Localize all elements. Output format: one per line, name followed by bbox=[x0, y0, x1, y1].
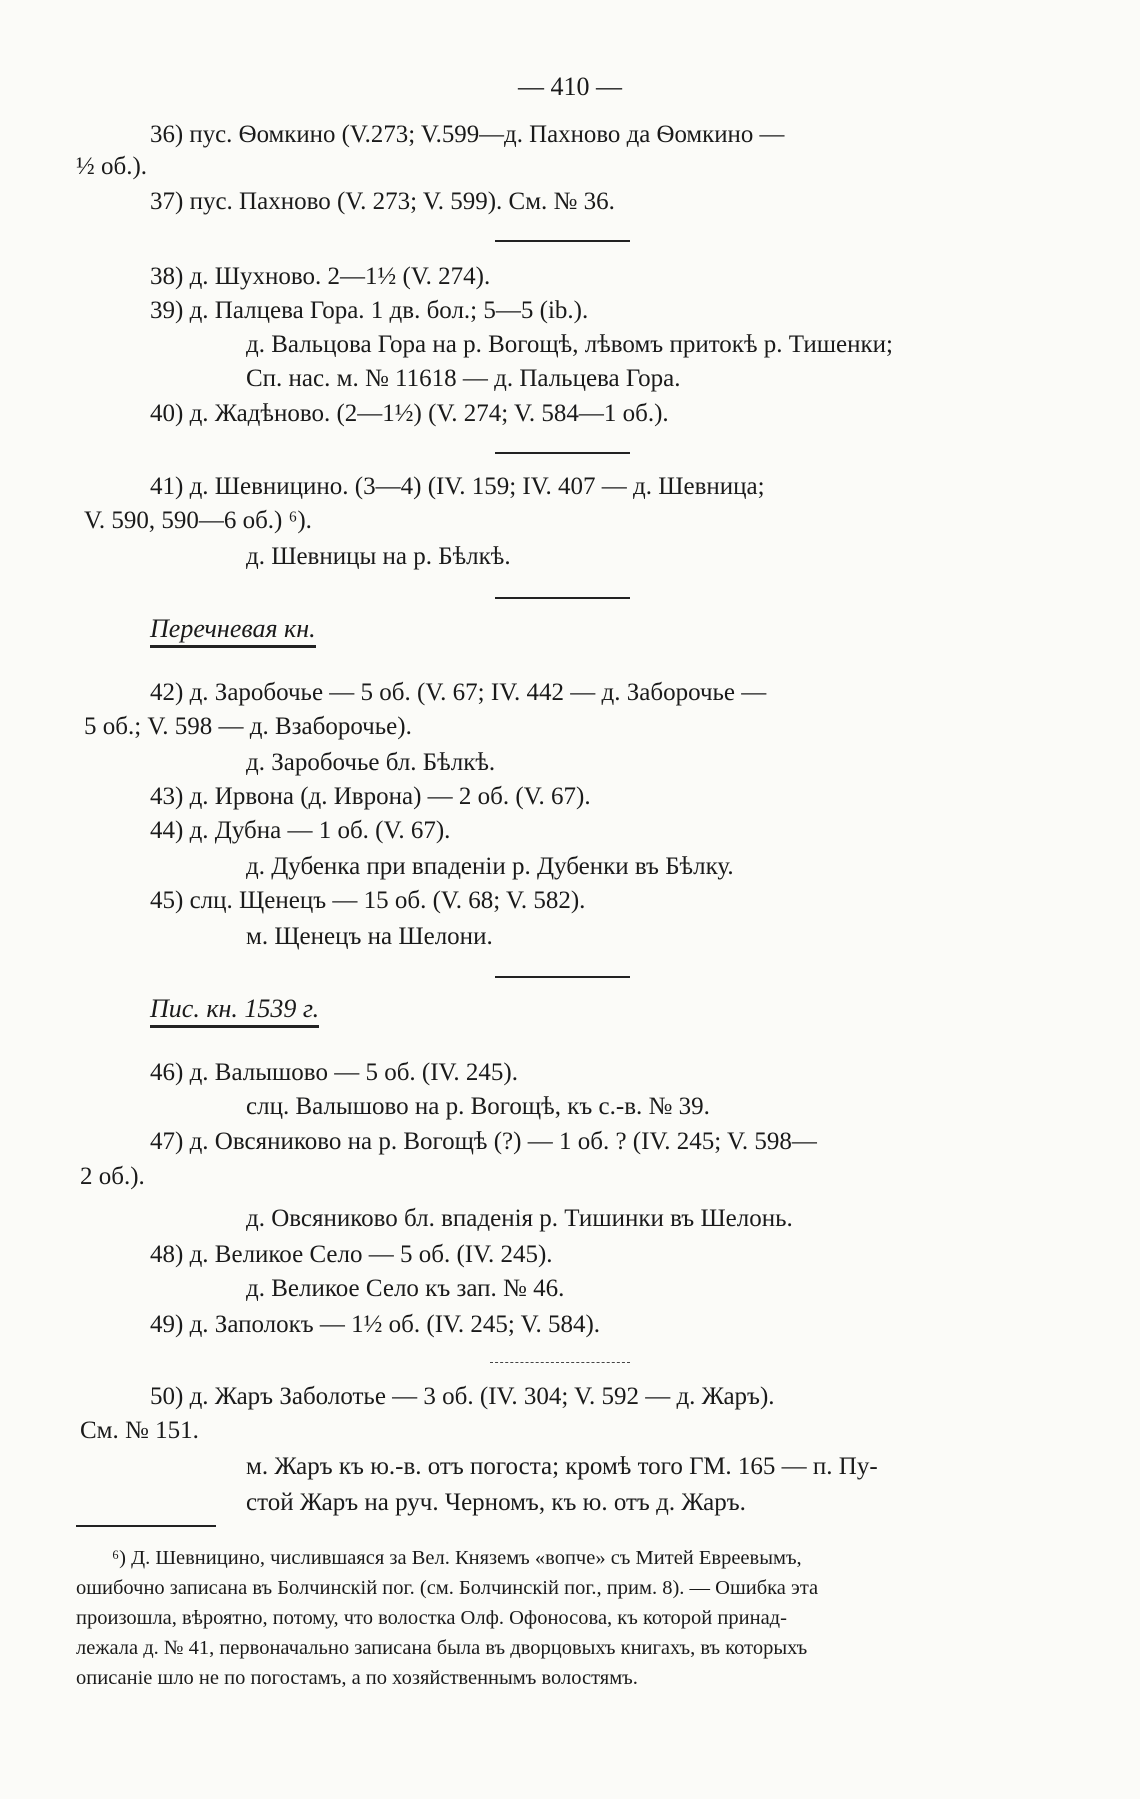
entry-39-line-2: д. Вальцова Гора на р. Вогощѣ, лѣвомъ притокѣ р. Тишенки; bbox=[246, 331, 893, 358]
entry-45-line-1: 45) слц. Щенецъ — 15 об. (V. 68; V. 582). bbox=[150, 887, 586, 914]
entry-47-line-3: д. Овсяниково бл. впаденія р. Тишинки въ Шелонь. bbox=[246, 1205, 793, 1232]
entry-37: 37) пус. Пахново (V. 273; V. 599). См. № 36. bbox=[150, 188, 615, 215]
entry-41-line-2: V. 590, 590—6 об.) ⁶). bbox=[84, 507, 312, 534]
entry-48-line-1: 48) д. Великое Село — 5 об. (IV. 245). bbox=[150, 1241, 553, 1268]
entry-44-line-1: 44) д. Дубна — 1 об. (V. 67). bbox=[150, 817, 451, 844]
entry-41-line-3: д. Шевницы на р. Бѣлкѣ. bbox=[246, 543, 511, 570]
section-heading bbox=[150, 994, 319, 1024]
entry-42-line-2: 5 об.; V. 598 — д. Взаборочье). bbox=[84, 713, 412, 740]
section-divider bbox=[495, 240, 630, 242]
section-heading-text: Перечневая кн. bbox=[150, 614, 316, 643]
entry-36-line-1: 36) пус. Ѳомкино (V.273; V.599—д. Пахново да Ѳомкино — bbox=[150, 121, 785, 148]
footnote-line: описаніе шло не по погостамъ, а по хозяйственнымъ волостямъ. bbox=[76, 1667, 638, 1689]
entry-36-line-2: ½ об.). bbox=[76, 153, 148, 180]
section-divider bbox=[495, 452, 630, 454]
entry-43: 43) д. Ирвона (д. Иврона) — 2 об. (V. 67). bbox=[150, 783, 591, 810]
entry-45-line-2: м. Щенецъ на Шелони. bbox=[246, 923, 493, 950]
footnote-line: ошибочно записана въ Болчинскій пог. (см. Болчинскій пог., прим. 8). — Ошибка эта bbox=[76, 1577, 819, 1599]
entry-44-line-2: д. Дубенка при впаденіи р. Дубенки въ Бѣлку. bbox=[246, 853, 734, 880]
entry-42-line-3: д. Заробочье бл. Бѣлкѣ. bbox=[246, 749, 496, 776]
entry-41-line-1: 41) д. Шевницино. (3—4) (IV. 159; IV. 407 — д. Шевница; bbox=[150, 473, 765, 500]
entry-46-line-2: слц. Валышово на р. Вогощѣ, къ с.-в. № 39. bbox=[246, 1093, 710, 1120]
entry-46-line-1: 46) д. Валышово — 5 об. (IV. 245). bbox=[150, 1059, 518, 1086]
section-divider bbox=[495, 597, 630, 599]
entry-39-line-1: 39) д. Палцева Гора. 1 дв. бол.; 5—5 (ib.). bbox=[150, 297, 589, 324]
footnote-line: ⁶) Д. Шевницино, числившаяся за Вел. Княземъ «вопче» съ Митей Евреевымъ, bbox=[112, 1547, 802, 1569]
page-number: — 410 — bbox=[518, 72, 622, 101]
entry-42-line-1: 42) д. Заробочье — 5 об. (V. 67; IV. 442 — д. Заборочье — bbox=[150, 679, 767, 706]
entry-50-line-2: См. № 151. bbox=[80, 1417, 199, 1444]
entry-50-line-3: м. Жаръ къ ю.-в. отъ погоста; кромѣ того ГМ. 165 — п. Пу- bbox=[246, 1453, 878, 1480]
entry-50-line-1: 50) д. Жаръ Заболотье — 3 об. (IV. 304; V. 592 — д. Жаръ). bbox=[150, 1383, 775, 1410]
footnote-line: произошла, вѣроятно, потому, что волостка Олф. Офоносова, къ которой принад- bbox=[76, 1607, 787, 1629]
entry-40: 40) д. Жадѣново. (2—1½) (V. 274; V. 584—1 об.). bbox=[150, 400, 669, 427]
section-divider bbox=[490, 1362, 630, 1363]
heading-underline bbox=[150, 1025, 319, 1028]
heading-underline bbox=[150, 645, 316, 648]
entry-47-line-1: 47) д. Овсяниково на р. Вогощѣ (?) — 1 об. ? (IV. 245; V. 598— bbox=[150, 1128, 817, 1155]
entry-50-line-4: стой Жаръ на руч. Черномъ, къ ю. отъ д. Жаръ. bbox=[246, 1489, 746, 1516]
section-divider bbox=[495, 976, 630, 978]
entry-49: 49) д. Заполокъ — 1½ об. (IV. 245; V. 584). bbox=[150, 1311, 601, 1338]
section-heading-text: Пис. кн. 1539 г. bbox=[150, 994, 320, 1023]
entry-38: 38) д. Шухново. 2—1½ (V. 274). bbox=[150, 263, 491, 290]
footnote-line: лежала д. № 41, первоначально записана была въ дворцовыхъ книгахъ, въ которыхъ bbox=[76, 1637, 808, 1659]
entry-48-line-2: д. Великое Село къ зап. № 46. bbox=[246, 1275, 565, 1302]
section-heading bbox=[150, 614, 316, 644]
entry-39-line-3: Сп. нас. м. № 11618 — д. Пальцева Гора. bbox=[246, 365, 681, 392]
footnote-separator bbox=[76, 1525, 216, 1527]
entry-47-line-2: 2 об.). bbox=[80, 1163, 145, 1190]
